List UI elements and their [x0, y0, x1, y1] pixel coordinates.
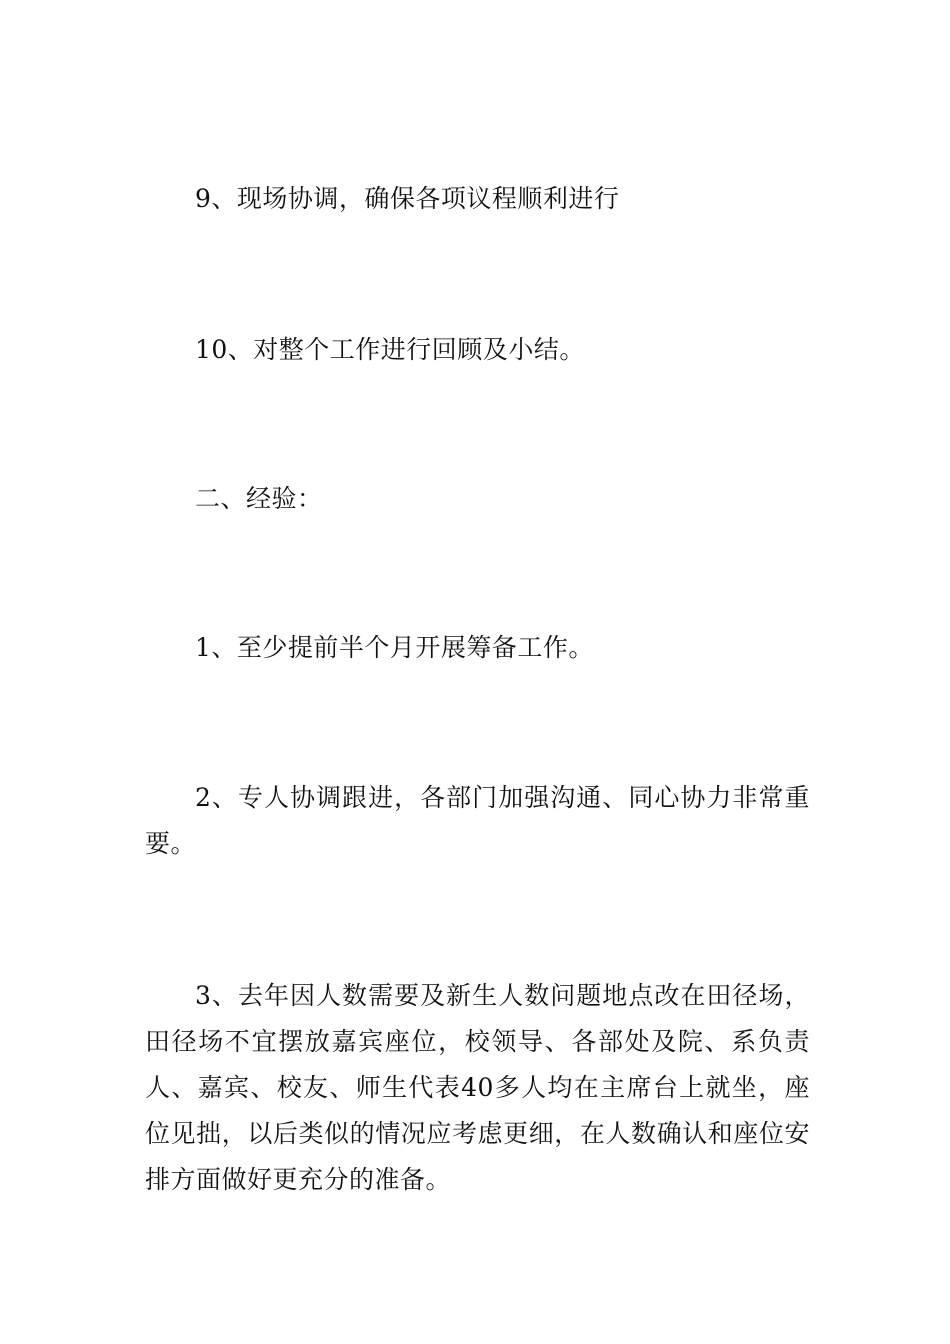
- paragraph-experience-3: 3、去年因人数需要及新生人数问题地点改在田径场，田径场不宜摆放嘉宾座位，校领导、各部处及院、系负责人、嘉宾、校友、师生代表40多人均在主席台上就坐，座位见拙，以后类似的情况应考虑更细，在人数确认和座位安排方面做好更充分的准备。: [145, 981, 810, 1194]
- paragraph-experience-2: 2、专人协调跟进，各部门加强沟通、同心协力非常重要。: [145, 783, 810, 858]
- paragraph-experience-1: 1、至少提前半个月开展筹备工作。: [195, 633, 594, 662]
- paragraph-item-10: 10、对整个工作进行回顾及小结。: [195, 335, 585, 364]
- section-heading-experience: 二、经验：: [195, 484, 323, 513]
- paragraph-item-9: 9、现场协调，确保各项议程顺利进行: [195, 184, 620, 213]
